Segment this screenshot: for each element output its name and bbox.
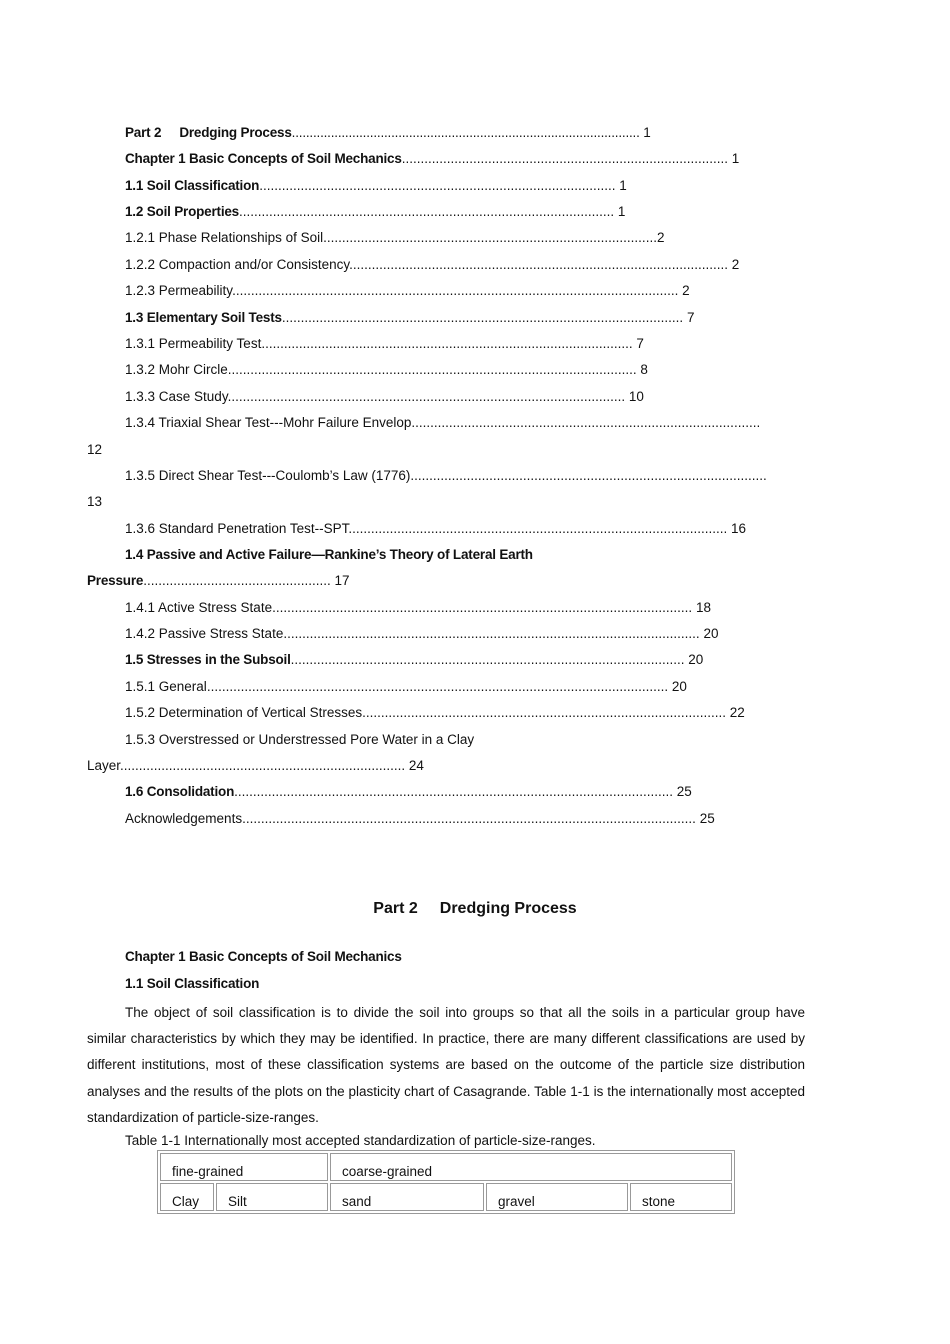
toc-entry-1-3-3[interactable]: 1.3.3 Case Study.......................................................................................................... 10 bbox=[125, 389, 644, 404]
toc-entry-chapter1[interactable]: Chapter 1 Basic Concepts of Soil Mechanics....................................................................................... 1 bbox=[125, 151, 740, 166]
table-header-fine-grained: fine-grained bbox=[160, 1153, 328, 1181]
toc-entry-1-5-3[interactable]: 1.5.3 Overstressed or Understressed Pore Water in a Clay bbox=[125, 732, 475, 747]
section-heading: 1.1 Soil Classification bbox=[125, 976, 260, 991]
toc-entry-1-2[interactable]: 1.2 Soil Properties.................................................................................................... 1 bbox=[125, 204, 626, 219]
table-cell-sand: sand bbox=[330, 1183, 484, 1211]
toc-entry-1-5-2[interactable]: 1.5.2 Determination of Vertical Stresses................................................................................................. 22 bbox=[125, 705, 745, 720]
table-cell-clay: Clay bbox=[160, 1183, 214, 1211]
toc-entry-1-3-1[interactable]: 1.3.1 Permeability Test................................................................................................... 7 bbox=[125, 336, 644, 351]
toc-entry-1-2-2[interactable]: 1.2.2 Compaction and/or Consistency..................................................................................................... 2 bbox=[125, 257, 740, 272]
toc-entry-1-4-2[interactable]: 1.4.2 Passive Stress State............................................................................................................... 20 bbox=[125, 626, 719, 641]
table-cell-stone: stone bbox=[630, 1183, 732, 1211]
particle-size-table bbox=[157, 1150, 735, 1214]
toc-entry-1-4-1[interactable]: 1.4.1 Active Stress State................................................................................................................ 18 bbox=[125, 600, 711, 615]
part-heading bbox=[0, 900, 950, 918]
toc-page-1-3-4: 12 bbox=[87, 442, 103, 457]
body-paragraph: The object of soil classification is to divide the soil into groups so that all the soils in a particular group have similar characteristics by which they may be identified. In practice, there are many different classifications are used by different institutions, most of these classification systems are based on the outcome of the particle size distribution analyses and the results of the plots on the plasticity chart of Casagrande. Table 1-1 is the internationally most accepted standardization of particle-size-ranges. bbox=[87, 1005, 805, 1125]
toc-entry-part2[interactable]: Part 2 Dredging Process.................................................................................................. 1 bbox=[125, 125, 651, 140]
table-caption: Table 1-1 Internationally most accepted standardization of particle-size-ranges. bbox=[125, 1133, 596, 1148]
toc-page-1-3-5: 13 bbox=[87, 494, 103, 509]
toc-entry-1-3-4[interactable]: 1.3.4 Triaxial Shear Test---Mohr Failure Envelop............................................................................................. bbox=[125, 415, 761, 430]
toc-entry-1-5-1[interactable]: 1.5.1 General........................................................................................................................... 20 bbox=[125, 679, 687, 694]
toc-entry-1-1[interactable]: 1.1 Soil Classification............................................................................................... 1 bbox=[125, 178, 627, 193]
table-header-coarse-grained: coarse-grained bbox=[330, 1153, 732, 1181]
part-label: Part 2 bbox=[373, 900, 418, 917]
toc-entry-1-2-3[interactable]: 1.2.3 Permeability....................................................................................................................... 2 bbox=[125, 283, 690, 298]
part-title: Dredging Process bbox=[439, 900, 577, 917]
table-cell-gravel: gravel bbox=[486, 1183, 628, 1211]
toc-entry-1-3[interactable]: 1.3 Elementary Soil Tests........................................................................................................... 7 bbox=[125, 310, 695, 325]
toc-entry-1-3-2[interactable]: 1.3.2 Mohr Circle............................................................................................................. 8 bbox=[125, 362, 648, 377]
table-cell-silt: Silt bbox=[216, 1183, 328, 1211]
toc-entry-1-5[interactable]: 1.5 Stresses in the Subsoil......................................................................................................... 20 bbox=[125, 652, 704, 667]
toc-entry-acknowledgements[interactable]: Acknowledgements......................................................................................................................... 25 bbox=[125, 811, 715, 826]
toc-entry-1-2-1[interactable]: 1.2.1 Phase Relationships of Soil.........................................................................................2 bbox=[125, 230, 665, 245]
toc-entry-1-5-3-cont[interactable]: Layer............................................................................ 24 bbox=[87, 758, 424, 773]
toc-entry-1-3-5[interactable]: 1.3.5 Direct Shear Test---Coulomb’s Law (1776)............................................................................................... bbox=[125, 468, 767, 483]
toc-entry-1-4-cont[interactable]: Pressure.................................................. 17 bbox=[87, 573, 350, 588]
toc-entry-1-3-6[interactable]: 1.3.6 Standard Penetration Test--SPT..................................................................................................... 16 bbox=[125, 521, 747, 536]
toc-entry-1-6[interactable]: 1.6 Consolidation..................................................................................................................... 25 bbox=[125, 784, 692, 799]
chapter-heading: Chapter 1 Basic Concepts of Soil Mechanics bbox=[125, 949, 402, 964]
toc-entry-1-4[interactable]: 1.4 Passive and Active Failure—Rankine’s Theory of Lateral Earth bbox=[125, 547, 533, 562]
